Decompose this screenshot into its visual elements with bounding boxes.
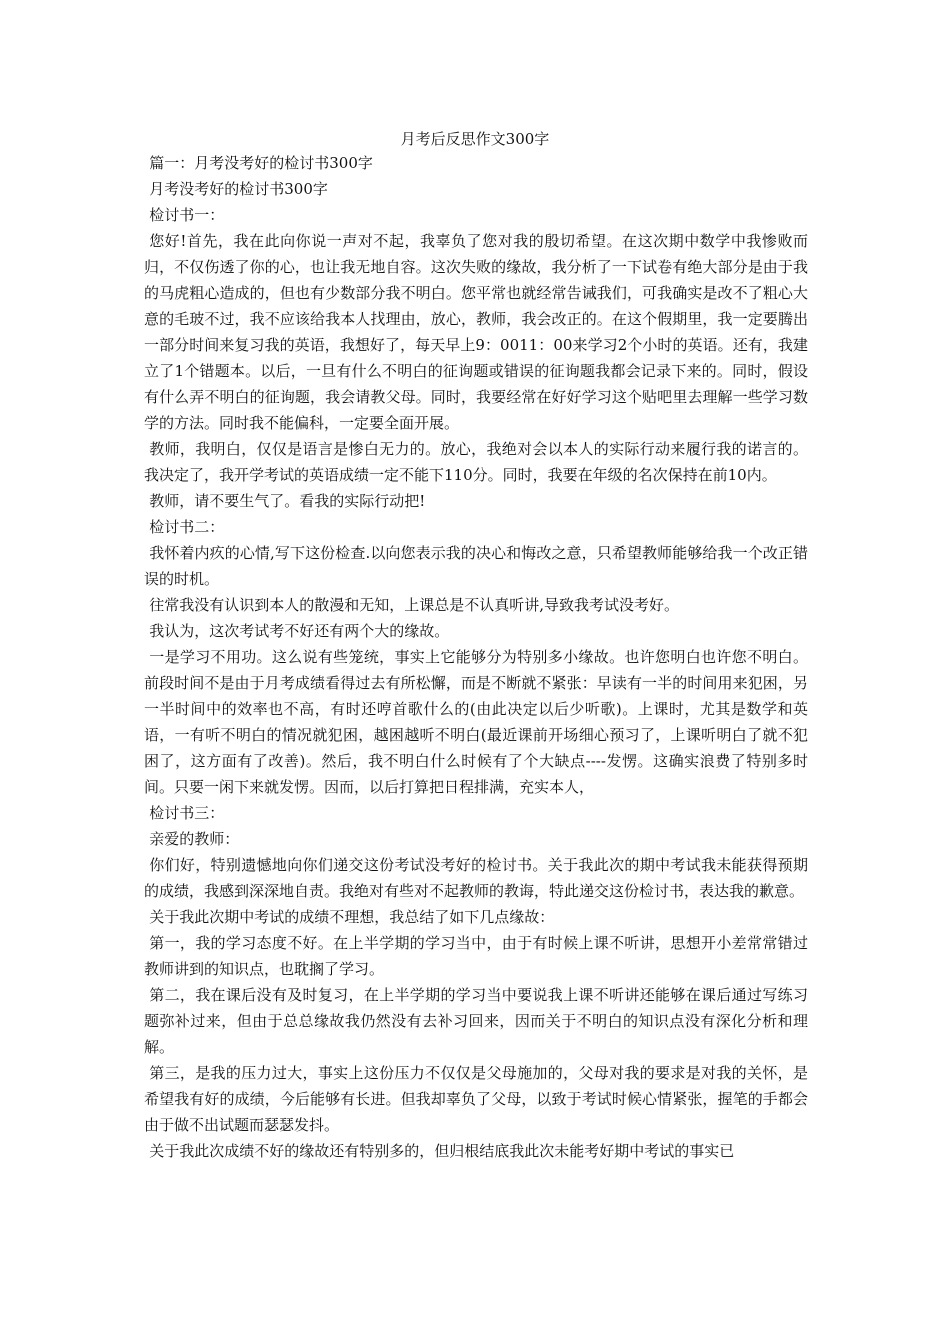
- paragraph-truncated: 关于我此次成绩不好的缘故还有特别多的，但归根结底我此次未能考好期中考试的事实已: [149, 1142, 735, 1160]
- section-heading-1: 篇一：月考没考好的检讨书300字: [149, 154, 373, 172]
- paragraph: 第二，我在课后没有及时复习，在上半学期的学习当中要说我上课不听讲还能够在课后通过写练习题弥补过来，但由于总总缘故我仍然没有去补习回来，因而关于不明白的知识点没有深化分析和理解。: [144, 986, 808, 1056]
- letter-heading-1: 检讨书一：: [149, 206, 225, 224]
- document-title: 月考后反思作文300字: [400, 130, 550, 148]
- paragraph: 我认为，这次考试考不好还有两个大的缘故。: [149, 622, 450, 640]
- letter-heading-3: 检讨书三：: [149, 804, 225, 822]
- paragraph: 往常我没有认识到本人的散漫和无知，上课总是不认真听讲,导致我考试没考好。: [149, 596, 680, 614]
- paragraph: 我怀着内疚的心情,写下这份检查.以向您表示我的决心和悔改之意，只希望教师能够给我一个改正错误的时机。: [144, 544, 808, 588]
- document-body: [144, 150, 808, 1164]
- paragraph: 您好!首先，我在此向你说一声对不起，我辜负了您对我的殷切希望。在这次期中数学中我惨败而归，不仅伤透了你的心，也让我无地自容。这次失败的缘故，我分析了一下试卷有绝大部分是由于我的马虎粗心造成的，但也有少数部分我不明白。您平常也就经常告诫我们，可我确实是改不了粗心大意的毛玻不过，我不应该给我本人找理由，放心，教师，我会改正的。在这个假期里，我一定要腾出一部分时间来复习我的英语，我想好了，每天早上9：0011：00来学习2个小时的英语。还有，我建立了1个错题本。以后，一旦有什么不明白的征询题或错误的征询题我都会记录下来的。同时，假设有什么弄不明白的征询题，我会请教父母。同时，我要经常在好好学习这个贴吧里去理解一些学习数学的方法。同时我不能偏科，一定要全面开展。: [144, 232, 808, 432]
- paragraph: 第三，是我的压力过大，事实上这份压力不仅仅是父母施加的，父母对我的要求是对我的关怀，是希望我有好的成绩，今后能够有长进。但我却辜负了父母，以致于考试时候心情紧张，握笔的手都会由于做不出试题而瑟瑟发抖。: [144, 1064, 808, 1134]
- paragraph: 教师，我明白，仅仅是语言是惨白无力的。放心，我绝对会以本人的实际行动来履行我的诺言的。我决定了，我开学考试的英语成绩一定不能下110分。同时，我要在年级的名次保持在前10内。: [144, 440, 808, 484]
- salutation: 亲爱的教师：: [149, 830, 240, 848]
- paragraph: 第一，我的学习态度不好。在上半学期的学习当中，由于有时候上课不听讲，思想开小差常常错过教师讲到的知识点，也耽搁了学习。: [144, 934, 808, 978]
- paragraph: 关于我此次期中考试的成绩不理想，我总结了如下几点缘故：: [149, 908, 555, 926]
- paragraph: 你们好，特别遗憾地向你们递交这份考试没考好的检讨书。关于我此次的期中考试我未能获得预期的成绩，我感到深深地自责。我绝对有些对不起教师的教诲，特此递交这份检讨书，表达我的歉意。: [144, 856, 808, 900]
- paragraph: 一是学习不用功。这么说有些笼统，事实上它能够分为特别多小缘故。也许您明白也许您不明白。前段时间不是由于月考成绩看得过去有所松懈，而是不断就不紧张：早读有一半的时间用来犯困，另一半时间中的效率也不高，有时还哼首歌什么的(由此决定以后少听歌)。上课时，尤其是数学和英语，一有听不明白的情况就犯困，越困越听不明白(最近课前开场细心预习了，上课听明白了就不犯困了，这方面有了改善)。然后，我不明白什么时候有了个大缺点----发愣。这确实浪费了特别多时间。只要一闲下来就发愣。因而，以后打算把日程排满，充实本人，: [144, 648, 808, 796]
- letter-heading-2: 检讨书二：: [149, 518, 225, 536]
- subsection-heading: 月考没考好的检讨书300字: [149, 180, 328, 198]
- paragraph: 教师，请不要生气了。看我的实际行动把!: [149, 492, 426, 510]
